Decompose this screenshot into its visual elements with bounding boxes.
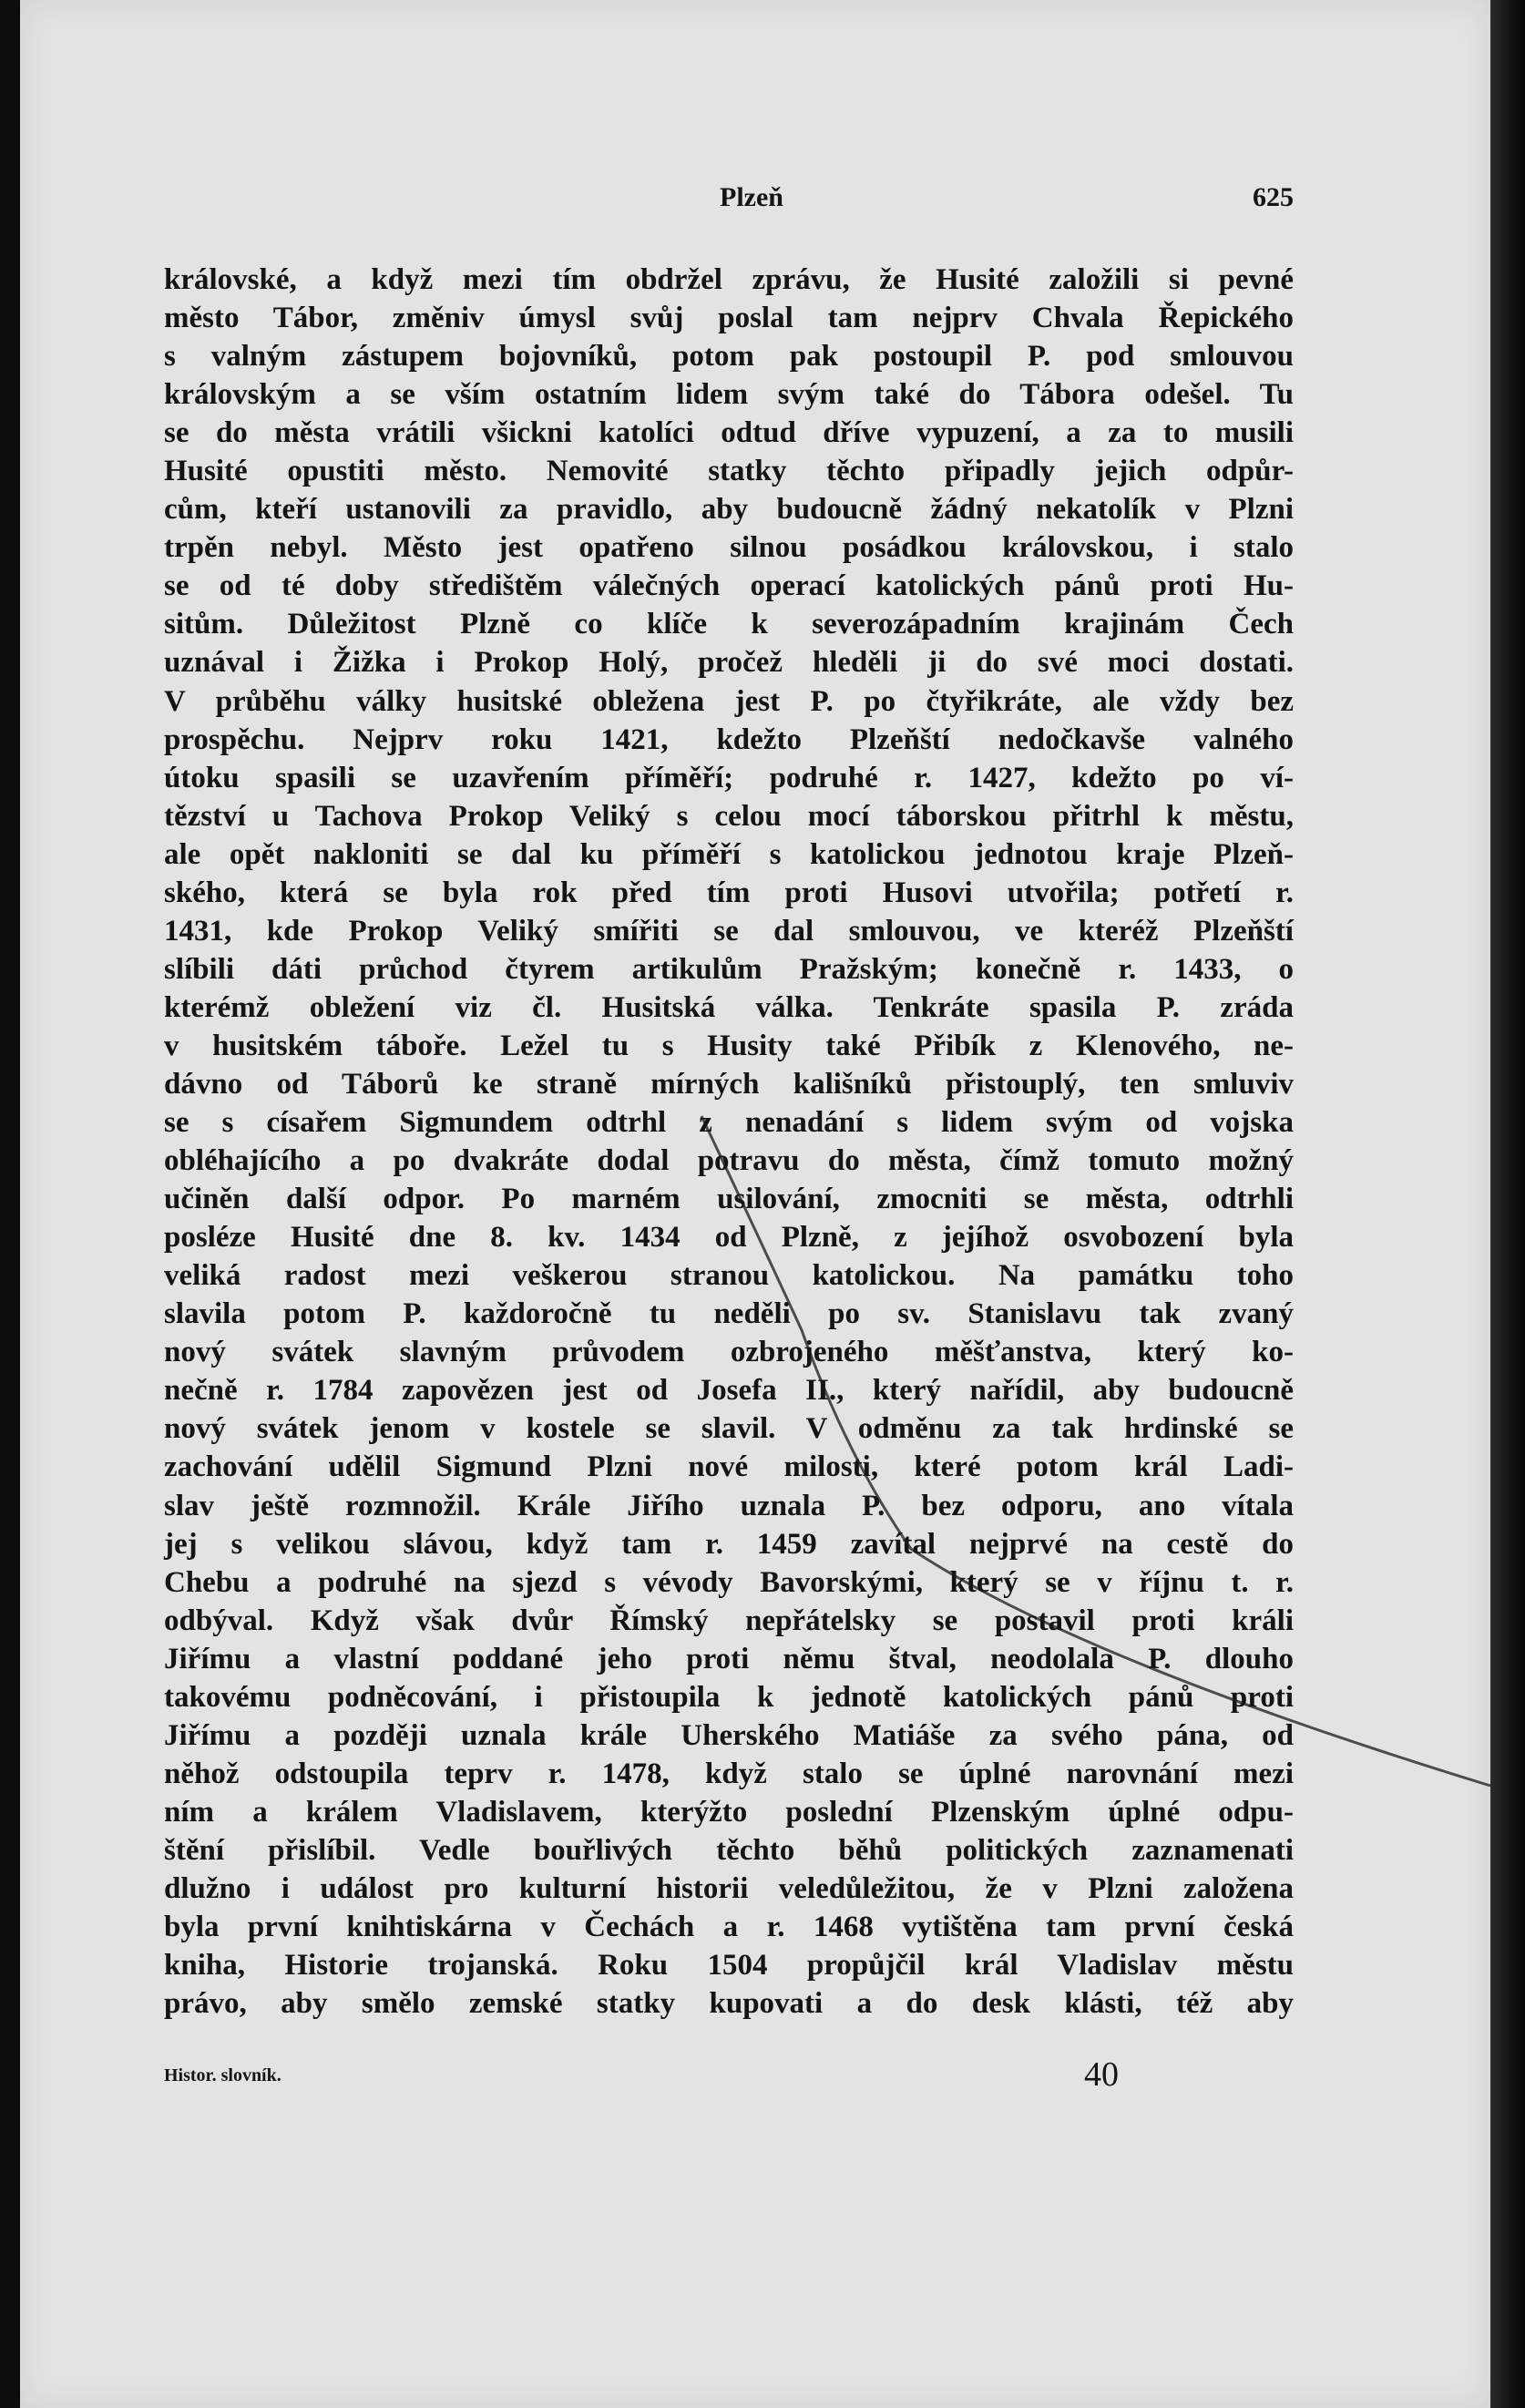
text-line: ského, která se byla rok před tím proti Husovi utvořila; potřetí r. [164, 876, 1294, 909]
text-line: tězství u Tachova Prokop Veliký s celou mocí táborskou přitrhl k městu, [164, 799, 1294, 833]
text-line: V průběhu války husitské obležena jest P. po čtyřikráte, ale vždy bez [164, 684, 1294, 718]
text-line: nový svátek jenom v kostele se slavil. V odměnu za tak hrdinské se [164, 1412, 1294, 1446]
text-line: královským a se vším ostatním lidem svým také do Tábora odešel. Tu [164, 378, 1294, 412]
text-line: obléhajícího a po dvakráte dodal potravu do města, čímž tomuto možný [164, 1144, 1294, 1178]
text-line: dávno od Táborů ke straně mírných kališníků přistouplý, ten smluviv [164, 1067, 1294, 1101]
text-line: byla první knihtiskárna v Čechách a r. 1468 vytištěna tam první česká [164, 1911, 1294, 1944]
text-line: slav ještě rozmnožil. Krále Jiřího uznala P. bez odporu, ano vítala [164, 1489, 1294, 1522]
text-line: Husité opustiti město. Nemovité statky těchto připadly jejich odpůr- [164, 455, 1294, 488]
text-line: se s císařem Sigmundem odtrhl z nenadání s lidem svým od vojska [164, 1106, 1294, 1140]
text-line: sitům. Důležitost Plzně co klíče k severozápadním krajinám Čech [164, 608, 1294, 641]
text-line: trpěn nebyl. Město jest opatřeno silnou posádkou královskou, i stalo [164, 531, 1294, 565]
text-line: útoku spasili se uzavřením příměří; podruhé r. 1427, kdežto po ví- [164, 761, 1294, 794]
text-line: ním a králem Vladislavem, kterýžto poslední Plzenským úplné odpu- [164, 1795, 1294, 1829]
body-text [164, 261, 1294, 2023]
text-line: jej s velikou slávou, když tam r. 1459 zavítal nejprvé na cestě do [164, 1527, 1294, 1561]
running-head-title: Plzeň [720, 182, 783, 212]
text-line: slíbili dáti průchod čtyrem artikulům Pražským; konečně r. 1433, o [164, 952, 1294, 986]
text-line: Jiřímu a později uznala krále Uherského Matiáše za svého pána, od [164, 1718, 1294, 1752]
running-head [0, 182, 1525, 219]
text-line: posléze Husité dne 8. kv. 1434 od Plzně, z jejíhož osvobození byla [164, 1221, 1294, 1255]
text-line: nový svátek slavným průvodem ozbrojeného měšťanstva, který ko- [164, 1336, 1294, 1369]
text-line: se od té doby středištěm válečných operací katolických pánů proti Hu- [164, 569, 1294, 603]
text-line: veliká radost mezi veškerou stranou katolickou. Na památku toho [164, 1259, 1294, 1293]
text-line: v husitském táboře. Ležel tu s Husity také Přibík z Klenového, ne- [164, 1029, 1294, 1062]
text-line: ale opět nakloniti se dal ku příměří s katolickou jednotou kraje Plzeň- [164, 837, 1294, 871]
text-line: s valným zástupem bojovníků, potom pak postoupil P. pod smlouvou [164, 340, 1294, 374]
text-line: 1431, kde Prokop Veliký smířiti se dal smlouvou, ve kteréž Plzeňští [164, 914, 1294, 948]
text-line: právo, aby smělo zemské statky kupovati a do desk klásti, též aby [164, 1987, 1294, 2021]
text-line: kterémž obležení viz čl. Husitská válka. Tenkráte spasila P. zráda [164, 990, 1294, 1024]
text-line: dlužno i událost pro kulturní historii veledůležitou, že v Plzni založena [164, 1871, 1294, 1905]
text-line: Jiřímu a vlastní poddané jeho proti němu štval, neodolala P. dlouho [164, 1642, 1294, 1675]
text-line: slavila potom P. každoročně tu neděli po sv. Stanislavu tak zvaný [164, 1297, 1294, 1331]
text-line: štění přislíbil. Vedle bouřlivých těchto běhů politických zaznamenati [164, 1833, 1294, 1867]
text-line: cům, kteří ustanovili za pravidlo, aby budoucně žádný nekatolík v Plzni [164, 493, 1294, 527]
text-line: Chebu a podruhé na sjezd s vévody Bavorskými, který se v říjnu t. r. [164, 1565, 1294, 1599]
text-line: učiněn další odpor. Po marném usilování, zmocniti se města, odtrhli [164, 1183, 1294, 1216]
text-line: město Tábor, změniv úmysl svůj poslal tam nejprv Chvala Řepického [164, 302, 1294, 335]
signature-mark: Histor. slovník. [164, 2065, 281, 2085]
text-line: se do města vrátili všickni katolíci odtud dříve vypuzení, a za to musili [164, 416, 1294, 450]
page-footer [0, 2054, 1525, 2100]
sheet-number: 40 [1084, 2055, 1119, 2094]
page-edge-shadow [1490, 0, 1525, 2408]
text-line: prospěchu. Nejprv roku 1421, kdežto Plzeňští nedočkavše valného [164, 722, 1294, 756]
text-line: uznával i Žižka i Prokop Holý, pročež hleděli ji do své moci dostati. [164, 646, 1294, 680]
page-number: 625 [1253, 182, 1294, 212]
text-line: královské, a když mezi tím obdržel zprávu, že Husité založili si pevné [164, 263, 1294, 296]
text-line: něhož odstoupila teprv r. 1478, když stalo se úplné narovnání mezi [164, 1757, 1294, 1790]
text-line: odbýval. Když však dvůr Římský nepřátelsky se postavil proti králi [164, 1604, 1294, 1637]
text-line: takovému podněcování, i přistoupila k jednotě katolických pánů proti [164, 1680, 1294, 1714]
text-line: kniha, Historie trojanská. Roku 1504 propůjčil král Vladislav městu [164, 1949, 1294, 1983]
text-line: nečně r. 1784 zapovězen jest od Josefa II., který nařídil, aby budoucně [164, 1374, 1294, 1408]
text-line: zachování udělil Sigmund Plzni nové milosti, které potom král Ladi- [164, 1450, 1294, 1484]
